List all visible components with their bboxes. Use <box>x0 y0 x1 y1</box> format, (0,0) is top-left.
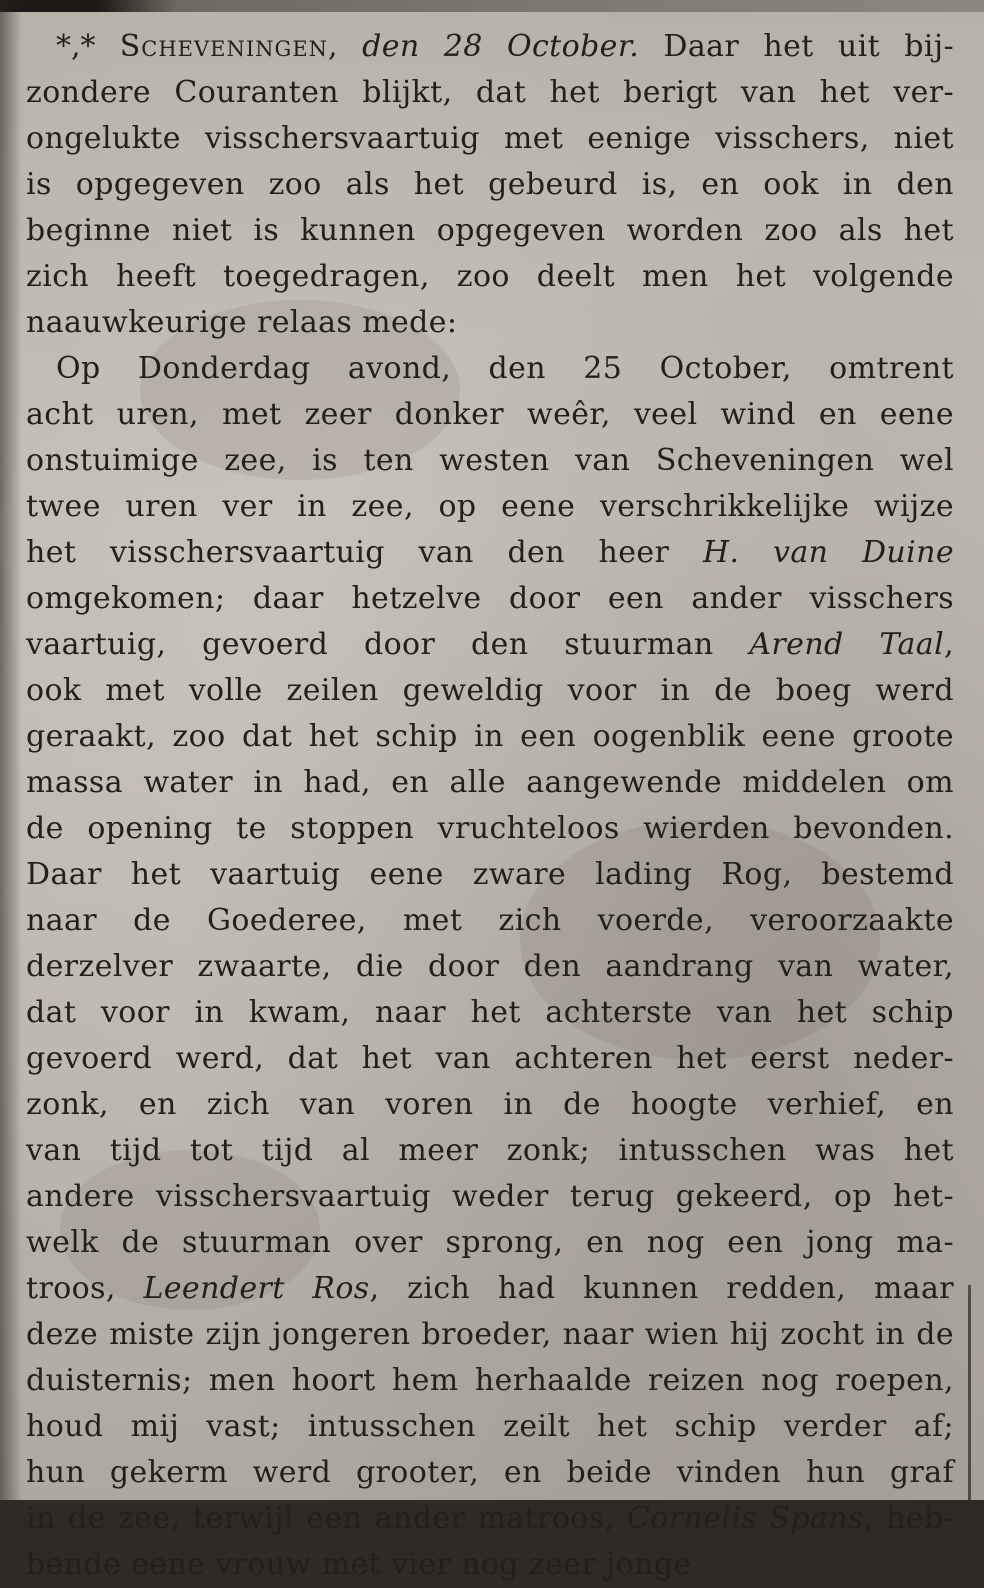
article-line <box>26 1036 954 1082</box>
line-text: Op Donderdag avond, den 25 October, omtrent <box>56 351 954 386</box>
article-line <box>26 116 954 162</box>
article-line <box>26 1266 954 1312</box>
line-text: ongelukte visschersvaartuig met eenige visschers, niet <box>26 121 954 156</box>
line-text: omgekomen; daar hetzelve door een ander visschers <box>26 581 954 616</box>
line-text: massa water in had, en alle aangewende middelen om <box>26 765 954 800</box>
news-article <box>26 24 954 1588</box>
line-text: vaartuig, gevoerd door den stuurman <box>26 627 750 662</box>
left-edge-shadow <box>0 0 22 1500</box>
article-line <box>26 1358 954 1404</box>
line-text: Daar het uit bij- <box>663 29 955 64</box>
line-text: van tijd tot tijd al meer zonk; intusschen was het <box>26 1133 954 1168</box>
article-paragraph <box>26 346 954 1588</box>
article-line <box>26 852 954 898</box>
article-paragraph <box>26 24 954 346</box>
line-text: derzelver zwaarte, die door den aandrang van water, <box>26 949 954 984</box>
article-line <box>26 1404 954 1450</box>
column-rule <box>968 1285 971 1500</box>
line-text: , zich had kunnen redden, maar <box>369 1271 954 1306</box>
line-text: welk de stuurman over sprong, en nog een jong ma- <box>26 1225 954 1260</box>
article-line <box>26 944 954 990</box>
line-text: beginne niet is kunnen opgegeven worden zoo als het <box>26 213 954 248</box>
line-text: houd mij vast; intusschen zeilt het schip verder af; <box>26 1409 954 1444</box>
line-text: andere visschersvaartuig weder terug gekeerd, op het- <box>26 1179 954 1214</box>
line-text: gevoerd werd, dat het van achteren het eerst neder- <box>26 1041 954 1076</box>
article-line <box>26 438 954 484</box>
line-text: naar de Goederee, met zich voerde, veroorzaakte <box>26 903 954 938</box>
article-line <box>26 806 954 852</box>
line-text: acht uren, met zeer donker weêr, veel wind en eene <box>26 397 954 432</box>
italic-name: Leendert Ros <box>143 1271 370 1306</box>
line-text: zonk, en zich van voren in de hoogte verhief, en <box>26 1087 954 1122</box>
article-line <box>26 1542 954 1588</box>
line-text: hun gekerm werd grooter, en beide vinden hun graf <box>26 1455 954 1490</box>
line-text: Daar het vaartuig eene zware lading Rog, bestemd <box>26 857 954 892</box>
article-line <box>26 1174 954 1220</box>
line-text: zondere Couranten blijkt, dat het berigt van het ver- <box>26 75 954 110</box>
article-line <box>26 760 954 806</box>
dateline-place: Scheveningen <box>119 29 329 64</box>
italic-name: H. van Duine <box>702 535 954 570</box>
line-text: , <box>944 627 955 662</box>
article-line <box>26 254 954 300</box>
article-line <box>26 1082 954 1128</box>
line-text: bende eene vrouw met vier nog zeer jonge <box>26 1547 692 1582</box>
dateline-asterism: *,* <box>56 29 96 64</box>
article-line <box>26 24 954 70</box>
article-line <box>26 484 954 530</box>
line-text: zich heeft toegedragen, zoo deelt men het volgende <box>26 259 954 294</box>
dateline-date: den 28 October. <box>362 29 640 64</box>
line-text: duisternis; men hoort hem herhaalde reizen nog roepen, <box>26 1363 954 1398</box>
line-text: onstuimige zee, is ten westen van Scheveningen wel <box>26 443 954 478</box>
line-text: het visschersvaartuig van den heer <box>26 535 703 570</box>
article-line <box>26 70 954 116</box>
article-line <box>26 1496 954 1542</box>
line-text: , heb- <box>863 1501 955 1536</box>
article-line <box>26 1220 954 1266</box>
article-line <box>26 300 954 346</box>
article-line <box>26 714 954 760</box>
line-text: geraakt, zoo dat het schip in een oogenblik eene groote <box>26 719 954 754</box>
article-line <box>26 576 954 622</box>
line-text: in de zee, terwijl een ander matroos, <box>26 1501 627 1536</box>
line-text: naauwkeurige relaas mede: <box>26 305 458 340</box>
article-line <box>26 1128 954 1174</box>
article-line <box>26 392 954 438</box>
article-line <box>26 1312 954 1358</box>
article-line <box>26 898 954 944</box>
article-line <box>26 1450 954 1496</box>
article-line <box>26 346 954 392</box>
article-line <box>26 668 954 714</box>
article-line <box>26 162 954 208</box>
line-text: is opgegeven zoo als het gebeurd is, en ook in den <box>26 167 954 202</box>
italic-name: Arend Taal <box>749 627 945 662</box>
line-text: de opening te stoppen vruchteloos wierden bevonden. <box>26 811 954 846</box>
line-text: twee uren ver in zee, op eene verschrikkelijke wijze <box>26 489 954 524</box>
line-text: deze miste zijn jongeren broeder, naar wien hij zocht in de <box>26 1317 954 1352</box>
italic-name: Cornelis Spans <box>626 1501 864 1536</box>
article-line <box>26 990 954 1036</box>
line-text: ook met volle zeilen geweldig voor in de boeg werd <box>26 673 954 708</box>
top-edge-shadow <box>0 0 984 12</box>
article-line <box>26 208 954 254</box>
article-line <box>26 622 954 668</box>
dateline-comma: , <box>328 29 338 64</box>
article-line <box>26 530 954 576</box>
line-text: troos, <box>26 1271 144 1306</box>
line-text: dat voor in kwam, naar het achterste van het schip <box>26 995 954 1030</box>
